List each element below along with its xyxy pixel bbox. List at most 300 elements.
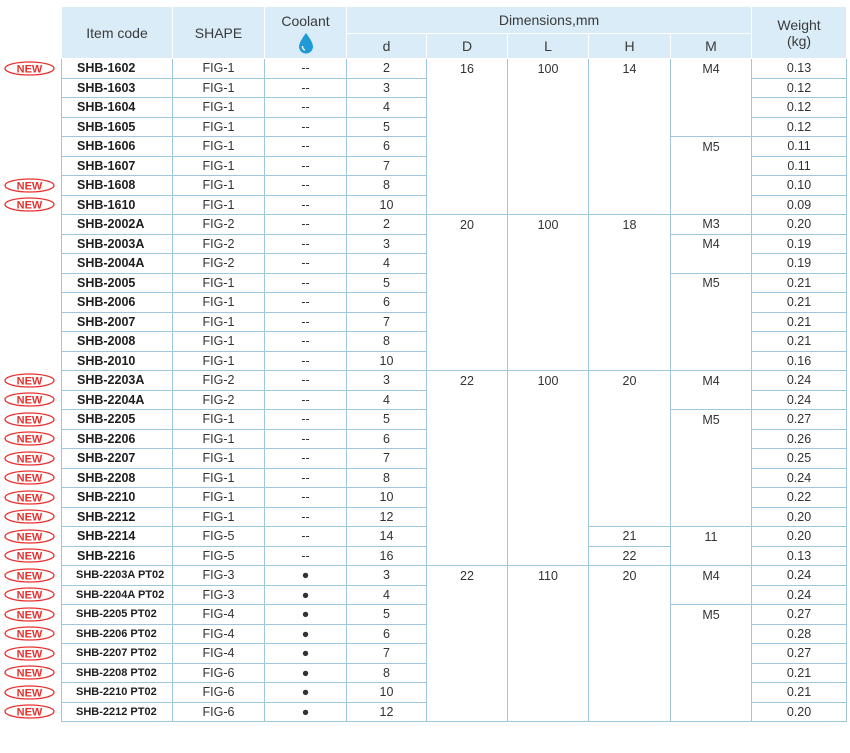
cell-shape: FIG-1 — [173, 332, 265, 352]
new-badge — [4, 431, 55, 446]
cell-shape: FIG-6 — [173, 683, 265, 703]
cell-coolant: -- — [265, 195, 347, 215]
cell-d — [427, 644, 508, 664]
cell-code: SHB-2205 — [62, 410, 173, 430]
cell-code: SHB-2010 — [62, 351, 173, 371]
cell-coolant: ● — [265, 585, 347, 605]
cell-shape: FIG-1 — [173, 410, 265, 430]
new-badge — [4, 197, 55, 212]
cell-coolant: -- — [265, 234, 347, 254]
cell-h: 18 — [589, 215, 671, 235]
new-badge-label: NEW — [16, 472, 43, 485]
cell-code: SHB-2206 — [62, 429, 173, 449]
cell-shape: FIG-1 — [173, 293, 265, 313]
cell-h — [589, 351, 671, 371]
cell-weight: 0.20 — [752, 507, 847, 527]
cell-code: SHB-2216 — [62, 546, 173, 566]
cell-weight: 0.24 — [752, 585, 847, 605]
cell-d — [427, 351, 508, 371]
cell-shape: FIG-1 — [173, 98, 265, 118]
table-row — [62, 254, 847, 274]
cell-h — [589, 624, 671, 644]
new-badge — [4, 665, 55, 680]
table-row — [62, 176, 847, 196]
cell-code: SHB-2005 — [62, 273, 173, 293]
cell-coolant: -- — [265, 78, 347, 98]
cell-l: 100 — [508, 215, 589, 235]
cell-d: 6 — [347, 293, 427, 313]
cell-coolant: -- — [265, 117, 347, 137]
new-badge — [4, 704, 55, 719]
cell-l — [508, 468, 589, 488]
cell-coolant: -- — [265, 293, 347, 313]
cell-weight: 0.09 — [752, 195, 847, 215]
new-badge — [4, 373, 55, 388]
table-row — [62, 156, 847, 176]
cell-h — [589, 449, 671, 469]
cell-h — [589, 605, 671, 625]
cell-d — [427, 137, 508, 157]
cell-m — [671, 624, 752, 644]
cell-coolant: -- — [265, 59, 347, 79]
table-row — [62, 468, 847, 488]
cell-weight: 0.20 — [752, 702, 847, 722]
new-badge — [4, 568, 55, 583]
cell-l — [508, 176, 589, 196]
cell-shape: FIG-1 — [173, 156, 265, 176]
cell-coolant: -- — [265, 176, 347, 196]
cell-h — [589, 254, 671, 274]
cell-l — [508, 273, 589, 293]
new-badge-label: NEW — [16, 180, 43, 193]
cell-h — [589, 78, 671, 98]
cell-m: M5 — [671, 137, 752, 157]
cell-h — [589, 390, 671, 410]
cell-l — [508, 449, 589, 469]
cell-l: 110 — [508, 566, 589, 586]
cell-m — [671, 468, 752, 488]
cell-shape: FIG-1 — [173, 351, 265, 371]
cell-h — [589, 332, 671, 352]
table-row — [62, 605, 847, 625]
cell-coolant: -- — [265, 312, 347, 332]
table-row — [62, 507, 847, 527]
cell-d: 7 — [347, 644, 427, 664]
cell-l — [508, 332, 589, 352]
table-row — [62, 546, 847, 566]
cell-h — [589, 644, 671, 664]
cell-weight: 0.20 — [752, 215, 847, 235]
cell-shape: FIG-1 — [173, 78, 265, 98]
cell-weight: 0.11 — [752, 137, 847, 157]
cell-weight: 0.25 — [752, 449, 847, 469]
cell-d: 4 — [347, 254, 427, 274]
cell-coolant: -- — [265, 468, 347, 488]
cell-d: 14 — [347, 527, 427, 547]
cell-m — [671, 156, 752, 176]
cell-shape: FIG-1 — [173, 273, 265, 293]
cell-code: SHB-2204A — [62, 390, 173, 410]
table-row — [62, 663, 847, 683]
cell-coolant: -- — [265, 429, 347, 449]
cell-weight: 0.27 — [752, 410, 847, 430]
cell-d — [427, 546, 508, 566]
cell-weight: 0.26 — [752, 429, 847, 449]
cell-d — [427, 527, 508, 547]
cell-weight: 0.21 — [752, 273, 847, 293]
header-coolant — [265, 7, 347, 59]
cell-l — [508, 585, 589, 605]
table-row — [62, 585, 847, 605]
new-badge-label: NEW — [16, 706, 43, 719]
new-badge-label: NEW — [16, 589, 43, 602]
cell-code: SHB-1604 — [62, 98, 173, 118]
cell-d: 4 — [347, 390, 427, 410]
cell-d — [427, 624, 508, 644]
cell-d — [427, 605, 508, 625]
cell-coolant: -- — [265, 215, 347, 235]
cell-coolant: -- — [265, 273, 347, 293]
cell-shape: FIG-3 — [173, 566, 265, 586]
cell-m: M4 — [671, 59, 752, 79]
cell-d: 2 — [347, 59, 427, 79]
cell-d: 7 — [347, 156, 427, 176]
header-d: d — [347, 34, 427, 59]
cell-shape: FIG-1 — [173, 117, 265, 137]
cell-coolant: -- — [265, 254, 347, 274]
table-row — [62, 234, 847, 254]
cell-coolant: -- — [265, 371, 347, 391]
cell-shape: FIG-5 — [173, 527, 265, 547]
header-weight-unit: (kg) — [786, 32, 812, 49]
new-badge-label: NEW — [16, 667, 43, 680]
cell-d: 3 — [347, 371, 427, 391]
table-row — [62, 215, 847, 235]
cell-l — [508, 702, 589, 722]
cell-m: M4 — [671, 371, 752, 391]
cell-h — [589, 137, 671, 157]
cell-d: 16 — [347, 546, 427, 566]
cell-m — [671, 663, 752, 683]
cell-m — [671, 449, 752, 469]
new-badge-label: NEW — [16, 453, 43, 466]
cell-weight: 0.12 — [752, 78, 847, 98]
new-badge-label: NEW — [16, 648, 43, 661]
header-weight-label: Weight — [777, 16, 821, 33]
new-badge — [4, 178, 55, 193]
cell-d — [427, 156, 508, 176]
cell-d: 2 — [347, 215, 427, 235]
cell-coolant: -- — [265, 137, 347, 157]
header-L: L — [508, 34, 589, 59]
cell-weight: 0.21 — [752, 332, 847, 352]
cell-m — [671, 176, 752, 196]
cell-l — [508, 234, 589, 254]
cell-h — [589, 663, 671, 683]
cell-code: SHB-1607 — [62, 156, 173, 176]
cell-coolant: -- — [265, 507, 347, 527]
cell-shape: FIG-1 — [173, 59, 265, 79]
cell-h — [589, 156, 671, 176]
cell-shape: FIG-1 — [173, 137, 265, 157]
cell-d — [427, 78, 508, 98]
cell-d — [427, 312, 508, 332]
cell-shape: FIG-1 — [173, 429, 265, 449]
table-row — [62, 273, 847, 293]
table-row — [62, 449, 847, 469]
cell-m — [671, 332, 752, 352]
cell-code: SHB-2207 — [62, 449, 173, 469]
cell-m — [671, 98, 752, 118]
cell-l — [508, 293, 589, 313]
table-row — [62, 683, 847, 703]
cell-coolant: ● — [265, 566, 347, 586]
cell-d — [427, 176, 508, 196]
cell-code: SHB-2210 PT02 — [62, 683, 173, 703]
new-badge-label: NEW — [16, 511, 43, 524]
cell-d: 3 — [347, 566, 427, 586]
cell-weight: 0.21 — [752, 683, 847, 703]
cell-h — [589, 410, 671, 430]
new-badge — [4, 646, 55, 661]
cell-weight: 0.19 — [752, 234, 847, 254]
cell-l — [508, 507, 589, 527]
cell-d — [427, 410, 508, 430]
new-badge — [4, 626, 55, 641]
cell-d: 8 — [347, 663, 427, 683]
header-M: M — [671, 34, 752, 59]
cell-d: 8 — [347, 332, 427, 352]
cell-shape: FIG-3 — [173, 585, 265, 605]
cell-code: SHB-1602 — [62, 59, 173, 79]
cell-coolant: -- — [265, 98, 347, 118]
cell-l — [508, 312, 589, 332]
cell-d: 10 — [347, 195, 427, 215]
cell-h — [589, 468, 671, 488]
header-item-code: Item code — [62, 7, 173, 59]
cell-code: SHB-2004A — [62, 254, 173, 274]
cell-coolant: -- — [265, 332, 347, 352]
cell-l — [508, 488, 589, 508]
cell-l — [508, 546, 589, 566]
cell-coolant: ● — [265, 605, 347, 625]
new-badge — [4, 490, 55, 505]
cell-l — [508, 683, 589, 703]
cell-shape: FIG-1 — [173, 507, 265, 527]
header-dimensions: Dimensions,mm — [347, 7, 752, 34]
cell-d: 3 — [347, 78, 427, 98]
cell-weight: 0.22 — [752, 488, 847, 508]
cell-code: SHB-2214 — [62, 527, 173, 547]
cell-coolant: ● — [265, 683, 347, 703]
cell-weight: 0.24 — [752, 468, 847, 488]
cell-d: 5 — [347, 605, 427, 625]
cell-coolant: -- — [265, 390, 347, 410]
cell-h — [589, 234, 671, 254]
cell-code: SHB-2210 — [62, 488, 173, 508]
cell-shape: FIG-1 — [173, 449, 265, 469]
cell-shape: FIG-6 — [173, 663, 265, 683]
cell-m — [671, 390, 752, 410]
cell-shape: FIG-4 — [173, 605, 265, 625]
header-shape: SHAPE — [173, 7, 265, 59]
cell-h — [589, 293, 671, 313]
cell-d: 7 — [347, 449, 427, 469]
cell-l — [508, 156, 589, 176]
cell-coolant: ● — [265, 624, 347, 644]
cell-weight: 0.27 — [752, 644, 847, 664]
cell-h — [589, 273, 671, 293]
cell-shape: FIG-4 — [173, 644, 265, 664]
cell-l — [508, 410, 589, 430]
table-row — [62, 390, 847, 410]
cell-weight: 0.24 — [752, 566, 847, 586]
cell-coolant: -- — [265, 546, 347, 566]
cell-h — [589, 176, 671, 196]
cell-l — [508, 605, 589, 625]
cell-m — [671, 312, 752, 332]
cell-h — [589, 585, 671, 605]
cell-m — [671, 78, 752, 98]
cell-h — [589, 702, 671, 722]
cell-m — [671, 507, 752, 527]
cell-m: M3 — [671, 215, 752, 235]
new-badge-label: NEW — [16, 628, 43, 641]
table-row — [62, 410, 847, 430]
cell-d — [427, 663, 508, 683]
cell-l — [508, 98, 589, 118]
cell-d — [427, 429, 508, 449]
cell-l — [508, 644, 589, 664]
cell-m — [671, 117, 752, 137]
new-badge-label: NEW — [16, 531, 43, 544]
cell-coolant: -- — [265, 156, 347, 176]
cell-code: SHB-2212 — [62, 507, 173, 527]
cell-d — [427, 234, 508, 254]
new-badge — [4, 451, 55, 466]
cell-l — [508, 78, 589, 98]
new-badge — [4, 509, 55, 524]
table-row — [62, 527, 847, 547]
cell-weight: 0.11 — [752, 156, 847, 176]
cell-code: SHB-2007 — [62, 312, 173, 332]
cell-d — [427, 585, 508, 605]
cell-d: 6 — [347, 137, 427, 157]
header-weight — [752, 7, 847, 59]
cell-d — [427, 488, 508, 508]
new-badge-label: NEW — [16, 375, 43, 388]
table-row — [62, 488, 847, 508]
cell-m — [671, 195, 752, 215]
cell-d — [427, 273, 508, 293]
cell-l — [508, 527, 589, 547]
cell-d — [427, 98, 508, 118]
cell-l — [508, 429, 589, 449]
cell-coolant: -- — [265, 449, 347, 469]
cell-weight: 0.20 — [752, 527, 847, 547]
cell-weight: 0.10 — [752, 176, 847, 196]
cell-l — [508, 195, 589, 215]
cell-d — [427, 293, 508, 313]
cell-l — [508, 663, 589, 683]
cell-code: SHB-2203A PT02 — [62, 566, 173, 586]
cell-d — [427, 683, 508, 703]
cell-weight: 0.21 — [752, 663, 847, 683]
cell-d: 6 — [347, 429, 427, 449]
cell-l: 100 — [508, 371, 589, 391]
cell-d: 8 — [347, 468, 427, 488]
new-badge-label: NEW — [16, 687, 43, 700]
cell-d — [427, 332, 508, 352]
table-row — [62, 98, 847, 118]
cell-shape: FIG-1 — [173, 312, 265, 332]
cell-d: 4 — [347, 585, 427, 605]
new-badge-label: NEW — [16, 394, 43, 407]
cell-d: 5 — [347, 410, 427, 430]
cell-coolant: -- — [265, 351, 347, 371]
cell-m — [671, 254, 752, 274]
table-row — [62, 624, 847, 644]
cell-h — [589, 98, 671, 118]
table-row — [62, 312, 847, 332]
cell-d — [427, 702, 508, 722]
cell-d — [427, 449, 508, 469]
cell-h — [589, 312, 671, 332]
cell-m — [671, 702, 752, 722]
table-row — [62, 117, 847, 137]
cell-h: 14 — [589, 59, 671, 79]
cell-d — [427, 507, 508, 527]
cell-d: 12 — [347, 702, 427, 722]
cell-m: M5 — [671, 273, 752, 293]
cell-l — [508, 137, 589, 157]
table-body — [62, 59, 847, 722]
cell-shape: FIG-1 — [173, 488, 265, 508]
cell-code: SHB-1605 — [62, 117, 173, 137]
new-badge — [4, 61, 55, 76]
cell-d: 12 — [347, 507, 427, 527]
coolant-drop-icon — [298, 32, 314, 54]
cell-m — [671, 293, 752, 313]
new-badge — [4, 548, 55, 563]
cell-weight: 0.12 — [752, 98, 847, 118]
cell-code: SHB-2008 — [62, 332, 173, 352]
cell-shape: FIG-4 — [173, 624, 265, 644]
cell-h: 22 — [589, 546, 671, 566]
cell-weight: 0.19 — [752, 254, 847, 274]
cell-code: SHB-2208 PT02 — [62, 663, 173, 683]
cell-d: 4 — [347, 98, 427, 118]
cell-code: SHB-2006 — [62, 293, 173, 313]
new-badge-label: NEW — [16, 492, 43, 505]
cell-shape: FIG-1 — [173, 468, 265, 488]
cell-l — [508, 254, 589, 274]
new-badge-label: NEW — [16, 609, 43, 622]
table-row — [62, 59, 847, 79]
new-badge — [4, 607, 55, 622]
new-badge — [4, 529, 55, 544]
cell-weight: 0.24 — [752, 371, 847, 391]
table-row — [62, 644, 847, 664]
cell-m — [671, 546, 752, 566]
cell-d — [427, 254, 508, 274]
cell-l: 100 — [508, 59, 589, 79]
cell-l — [508, 351, 589, 371]
cell-h — [589, 507, 671, 527]
new-badge-label: NEW — [16, 199, 43, 212]
new-badge-label: NEW — [16, 414, 43, 427]
cell-weight: 0.27 — [752, 605, 847, 625]
